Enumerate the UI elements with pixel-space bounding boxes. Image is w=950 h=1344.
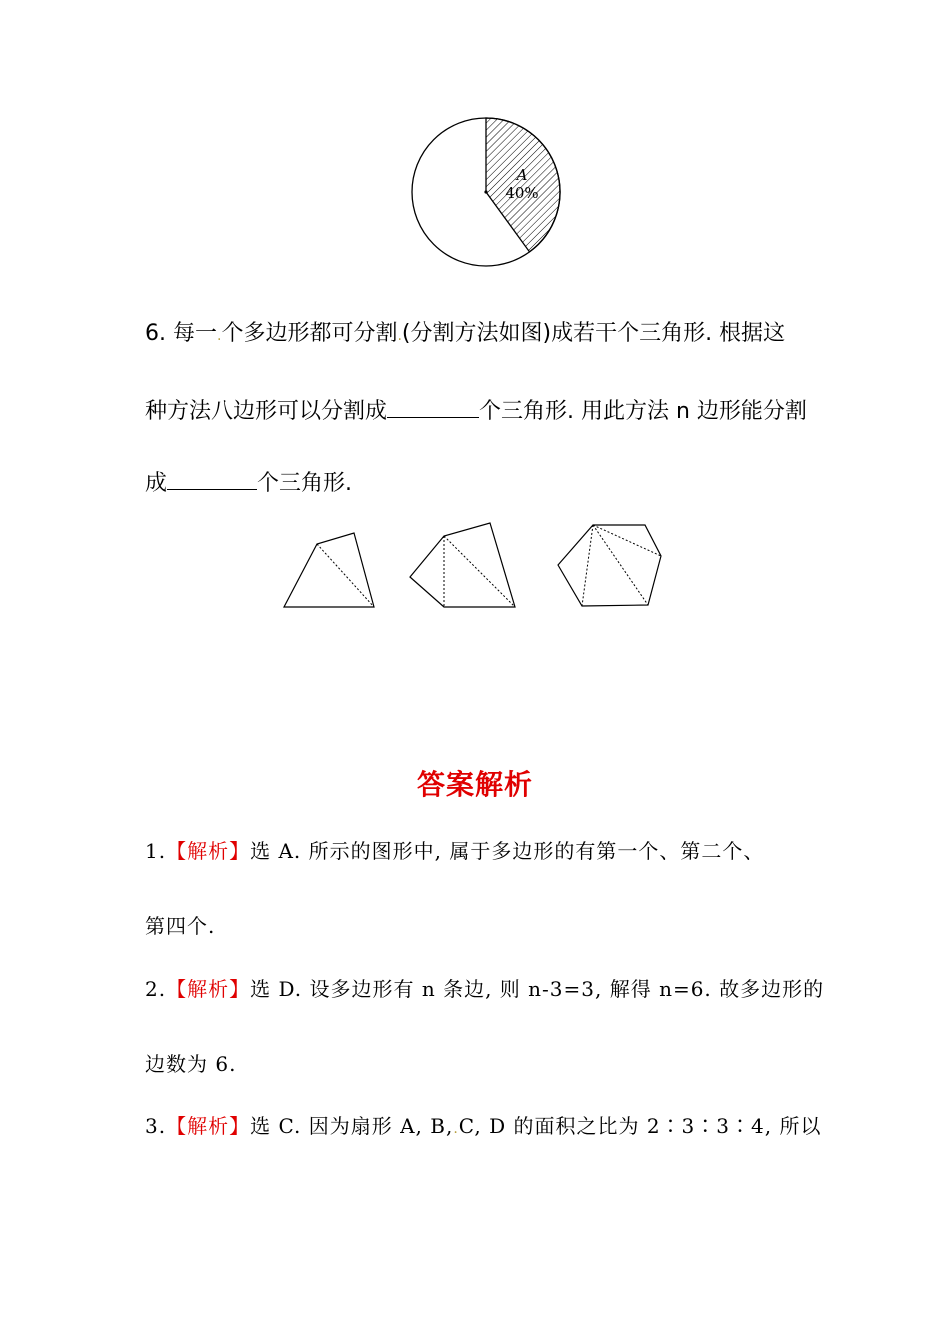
q6-line2-b: 个三角形. 用此方法 n 边形能分割 <box>479 399 807 424</box>
answer-1-cont-text: 第四个. <box>145 914 216 938</box>
answers-title: 答案解析 <box>416 768 533 801</box>
answer-2 <box>145 973 824 1002</box>
dot-mark: . <box>453 1121 459 1137</box>
answer-3-number: 3. <box>145 1114 167 1138</box>
dot-mark: . <box>216 328 222 344</box>
q6-line-2 <box>145 394 807 425</box>
answer-1-continued <box>145 910 215 939</box>
pie-label-percent: 40% <box>505 184 539 202</box>
quadrilateral-figure <box>284 533 374 607</box>
answer-2-continued <box>145 1048 236 1077</box>
q6-line-3 <box>145 466 352 497</box>
hexagon-figure <box>558 525 661 606</box>
answer-3 <box>145 1110 821 1139</box>
q6-line-1 <box>145 316 785 347</box>
q6-line3-a: 成 <box>145 471 168 496</box>
analysis-tag: 【解析】 <box>166 977 251 1001</box>
pentagon-figure <box>410 523 515 607</box>
dot-mark: . <box>397 328 402 344</box>
q6-line1-b: 个多边形都可分割 <box>221 321 398 346</box>
answer-1-number: 1. <box>145 839 167 863</box>
analysis-tag: 【解析】 <box>166 1114 251 1138</box>
answer-2-cont-text: 边数为 6. <box>145 1052 237 1076</box>
pie-figure <box>405 112 565 272</box>
answer-blank-octagon[interactable] <box>387 397 479 418</box>
q6-line3-b: 个三角形. <box>257 471 353 496</box>
q6-line1-c: (分割方法如图)成若干个三角形. 根据这 <box>401 321 786 346</box>
analysis-tag: 【解析】 <box>166 839 251 863</box>
answer-2-number: 2. <box>145 977 167 1001</box>
pie-label-letter: A <box>516 166 528 184</box>
answer-1-text: 选 A. 所示的图形中, 属于多边形的有第一个、第二个、 <box>250 839 765 863</box>
q6-line2-a: 种方法八边形可以分割成 <box>145 399 388 424</box>
answer-3-text-b: C, D 的面积之比为 2∶3∶3∶4, 所以 <box>458 1114 822 1138</box>
q6-line1-a: 6. 每一 <box>145 321 217 346</box>
polygon-figures <box>280 520 670 612</box>
answer-2-text: 选 D. 设多边形有 n 条边, 则 n-3=3, 解得 n=6. 故多边形的 <box>250 977 825 1001</box>
pie-center-dot <box>484 190 487 193</box>
answer-blank-ngon[interactable] <box>167 469 257 490</box>
answer-1 <box>145 835 764 864</box>
answer-3-text-a: 选 C. 因为扇形 A, B, <box>250 1114 454 1138</box>
